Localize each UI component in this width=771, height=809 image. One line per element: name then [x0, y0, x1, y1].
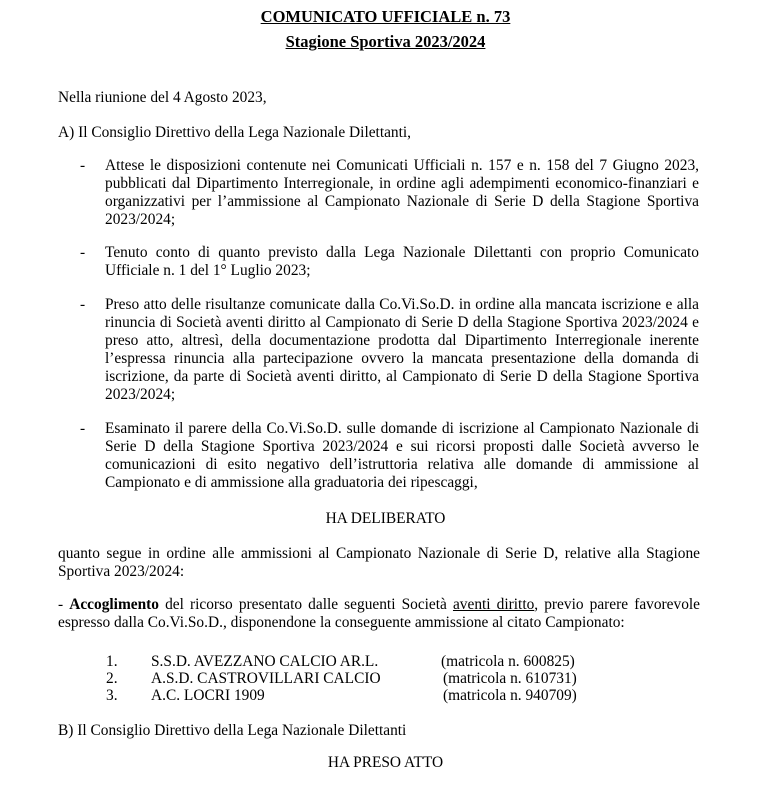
bullet-dash: -	[80, 420, 86, 437]
ha-deliberato-heading: HA DELIBERATO	[325, 510, 446, 527]
accoglimento-text-1: del ricorso presentato dalle seguenti Società	[159, 596, 453, 613]
team-name: A.S.D. CASTROVILLARI CALCIO	[151, 670, 381, 687]
team-matricola: (matricola n. 610731)	[443, 670, 577, 687]
team-number: 2.	[106, 670, 118, 687]
accoglimento-text-2: , previo parere favorevole espresso dalla Co.Vi.So.D., disponendone la conseguente ammissione al citato Campionato:	[58, 596, 700, 631]
section-a-heading: A) Il Consiglio Direttivo della Lega Nazionale Dilettanti,	[58, 124, 412, 141]
team-matricola: (matricola n. 940709)	[443, 687, 577, 704]
bullet-dash: -	[80, 296, 86, 313]
bullet-text-attese: Attese le disposizioni contenute nei Comunicati Ufficiali n. 157 e n. 158 del 7 Giugno 2023, pubblicati dal Dipartimento Interregionale, in ordine agli adempimenti economico-finanziari e organizzativi per l’ammissione al Campionato Nazionale di Serie D della Stagione Sportiva 2023/2024;	[105, 157, 699, 228]
meeting-date-text: Nella riunione del 4 Agosto 2023,	[58, 89, 267, 106]
team-matricola: (matricola n. 600825)	[441, 653, 575, 670]
quanto-segue-text: quanto segue in ordine alle ammissioni al Campionato Nazionale di Serie D, relative alla Stagione Sportiva 2023/2024:	[58, 545, 700, 580]
aventi-diritto-underlined: aventi diritto	[452, 596, 535, 613]
team-name: A.C. LOCRI 1909	[151, 687, 265, 704]
accoglimento-prefix: -	[58, 596, 70, 613]
ha-preso-atto-heading: HA PRESO ATTO	[327, 754, 444, 771]
bullet-dash: -	[80, 157, 86, 174]
document-title: COMUNICATO UFFICIALE n. 73	[260, 7, 511, 26]
team-number: 1.	[106, 653, 118, 670]
document-subtitle: Stagione Sportiva 2023/2024	[285, 32, 486, 51]
team-number: 3.	[106, 687, 118, 704]
bullet-text-tenuto-conto: Tenuto conto di quanto previsto dalla Lega Nazionale Dilettanti con proprio Comunicato Ufficiale n. 1 del 1° Luglio 2023;	[105, 244, 699, 279]
bullet-text-esaminato: Esaminato il parere della Co.Vi.So.D. sulle domande di iscrizione al Campionato Nazionale di Serie D della Stagione Sportiva 2023/2024 e sui ricorsi proposti dalle Società avverso le comunicazioni di esito negativo dell’istruttoria relativa alle domande di ammissione al Campionato e di ammissione alla graduatoria dei ripescaggi,	[105, 420, 699, 491]
team-name: S.S.D. AVEZZANO CALCIO AR.L.	[151, 653, 379, 670]
bullet-dash: -	[80, 244, 86, 261]
bullet-text-preso-atto: Preso atto delle risultanze comunicate dalla Co.Vi.So.D. in ordine alla mancata iscrizione e alla rinuncia di Società aventi diritto al Campionato di Serie D della Stagione Sportiva 2023/2024 e preso atto, altresì, della documentazione prodotta dal Dipartimento Interregionale inerente l’espressa rinuncia alla partecipazione ovvero la mancata presentazione della domanda di iscrizione, da parte di Società aventi diritto, al Campionato di Serie D della Stagione Sportiva 2023/2024;	[105, 296, 699, 403]
accoglimento-paragraph	[58, 596, 700, 632]
section-b-heading: B) Il Consiglio Direttivo della Lega Nazionale Dilettanti	[58, 722, 407, 739]
accoglimento-bold: Accoglimento	[69, 596, 159, 613]
